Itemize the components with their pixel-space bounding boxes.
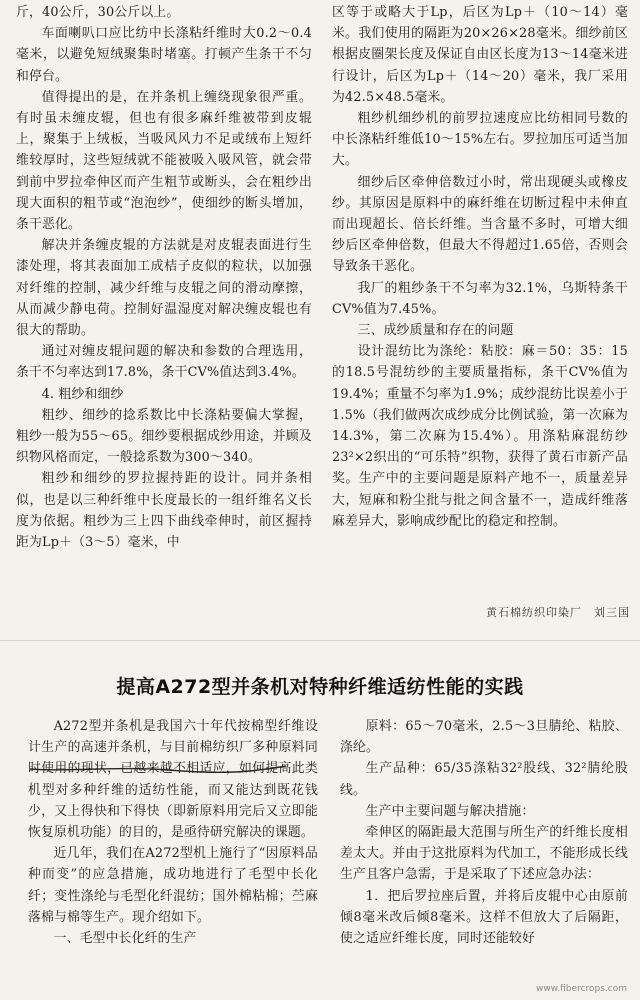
paragraph: 近几年，我们在A272型机上施行了“因原料品种而变”的应急措施，成功地进行了毛型中长化纤；变性涤纶与毛型化纤混纺；国外棉粘棉；苎麻落棉与棉等生产。现介绍如下。 (28, 846, 318, 925)
paragraph: 我厂的粗纱条干不匀率为32.1%，乌斯特条干CV%值为7.45%。 (332, 280, 628, 317)
section-heading: 4. 粗纱和细纱 (41, 386, 124, 402)
site-watermark: www.fibercrops.com (536, 984, 627, 994)
paragraph: 斤，40公斤，30公斤以上。 (16, 5, 180, 20)
section-heading: 生产中主要问题与解决措施： (365, 803, 535, 819)
paragraph: 生产品种：65/35涤粘32²股线、32²腈纶股线。 (340, 761, 628, 798)
section-heading: 一、毛型中长化纤的生产 (53, 931, 197, 947)
article-continuation-left-column (16, 2, 312, 553)
section-heading: 三、成纱质量和存在的问题 (357, 323, 514, 339)
paragraph: 细纱后区牵伸倍数过小时，常出现硬头或橡皮纱。其原因是原料中的麻纤维在切断过程中未伸直而出现超长、倍长纤维。当含量不多时，可增大细纱后区牵伸倍数，但最大不得超过1.65倍，否则会导致条干恶化。 (332, 174, 628, 275)
article-title: 提高A272型并条机对特种纤维适纺性能的实践 (116, 676, 524, 698)
new-article-right-column (340, 716, 628, 949)
paragraph: 原料：65～70毫米，2.5～3旦腈纶、粘胶、涤纶。 (340, 719, 628, 756)
paragraph: 车面喇叭口应比纺中长涤粘纤维时大0.2～0.4毫米，以避免短绒聚集时堵塞。打顿产生条干不匀和停台。 (16, 26, 312, 84)
article-continuation-right-column (332, 2, 628, 532)
article-divider (0, 640, 640, 641)
paragraph: 区等于或略大于Lp，后区为Lp＋（10～14）毫米。我们使用的隔距为20×26×28毫米。细纱前区根据皮圈架长度及保证自由区长度为13～14毫米进行设计，后区为Lp＋（14～20）毫米，我厂采用为42.5×48.5毫米。 (332, 5, 628, 105)
paragraph: 牵伸区的隔距最大范围与所生产的纤维长度相差太大。并由于这批原料为代加工，不能形成长线生产且客户急需，于是采取了下述应急办法： (340, 825, 628, 883)
paragraph: A272型并条机是我国六十年代按棉型纤维设计生产的高速并条机，与目前棉纺织厂多种原料同时使用的现状，已越来越不相适应，如何提高此类机型对多种纤维的适纺性能，而又能达到既花钱少，又上得快和下得快（即新原料用完后又立即能恢复原机功能）的目的，是亟待研究解决的课题。 (28, 719, 318, 841)
paragraph: 粗纱和细纱的罗拉握持距的设计。同并条相似，也是以三种纤维中长度最长的一组纤维名义长度为依据。粗纱为三上四下曲线牵伸时，前区握持距为Lp＋（3～5）毫米，中 (16, 471, 312, 551)
paragraph: 设计混纺比为涤纶：粘胶：麻＝50：35：15的18.5号混纺纱的主要质量指标，条干CV%值为19.4%；重量不匀率为1.9%；成纱混纺比误差小于1.5%（我们做两次成纱成分比例试验，第一次麻为14.3%，第二次麻为15.4%）。用涤粘麻混纺纱23²×2织出的“可乐特”织物，获得了黄石市新产品奖。生产中的主要问题是原料产地不一，质量差异大，短麻和粉尘批与批之间含量不一，造成纤维落麻差异大，影响成纱配比的稳定和控制。 (332, 344, 628, 529)
new-article-left-column (28, 716, 318, 949)
paragraph: 1．把后罗拉座后置，并将后皮辊中心由原前倾8毫米改后倾8毫米。这样不但放大了后隔距，使之适应纤维长度，同时还能较好 (340, 888, 628, 947)
paragraph: 通过对缠皮辊问题的解决和参数的合理选用，条干不匀率达到17.8%，条干CV%值达到3.4%。 (16, 344, 312, 381)
paragraph: 粗纱机细纱机的前罗拉速度应比纺相同号数的中长涤粘纤维低10～15%左右。罗拉加压可适当加大。 (332, 111, 628, 169)
paragraph: 粗纱、细纱的捻系数比中长涤粘要偏大掌握，粗纱一般为55～65。细纱要根据成纱用途，并顾及织物风格而定，一般捻系数为300～340。 (16, 407, 312, 466)
paragraph: 解决并条缠皮辊的方法就是对皮辊表面进行生漆处理，将其表面加工成桔子皮似的粒状，以加强对纤维的控制，减少纤维与皮辊之间的滑动摩擦，从而减少静电荷。控制好温湿度对解决缠皮辊也有很大的帮助。 (16, 238, 312, 339)
author-byline: 黄石棉纺织印染厂 刘三国 (486, 606, 630, 619)
paragraph: 值得提出的是，在并条机上缠绕现象很严重。有时虽未缠皮辊，但也有很多麻纤维被带到皮辊上，聚集于上绒板，当吸风风力不足或绒布上短纤维较厚时，这些短绒就不能被吸入吸风管，就会带到前中罗拉牵伸区而产生粗节或断头，会在粗纱出现大面积的粗节或“泡泡纱”，使细纱的断头增加，条干恶化。 (16, 89, 312, 233)
